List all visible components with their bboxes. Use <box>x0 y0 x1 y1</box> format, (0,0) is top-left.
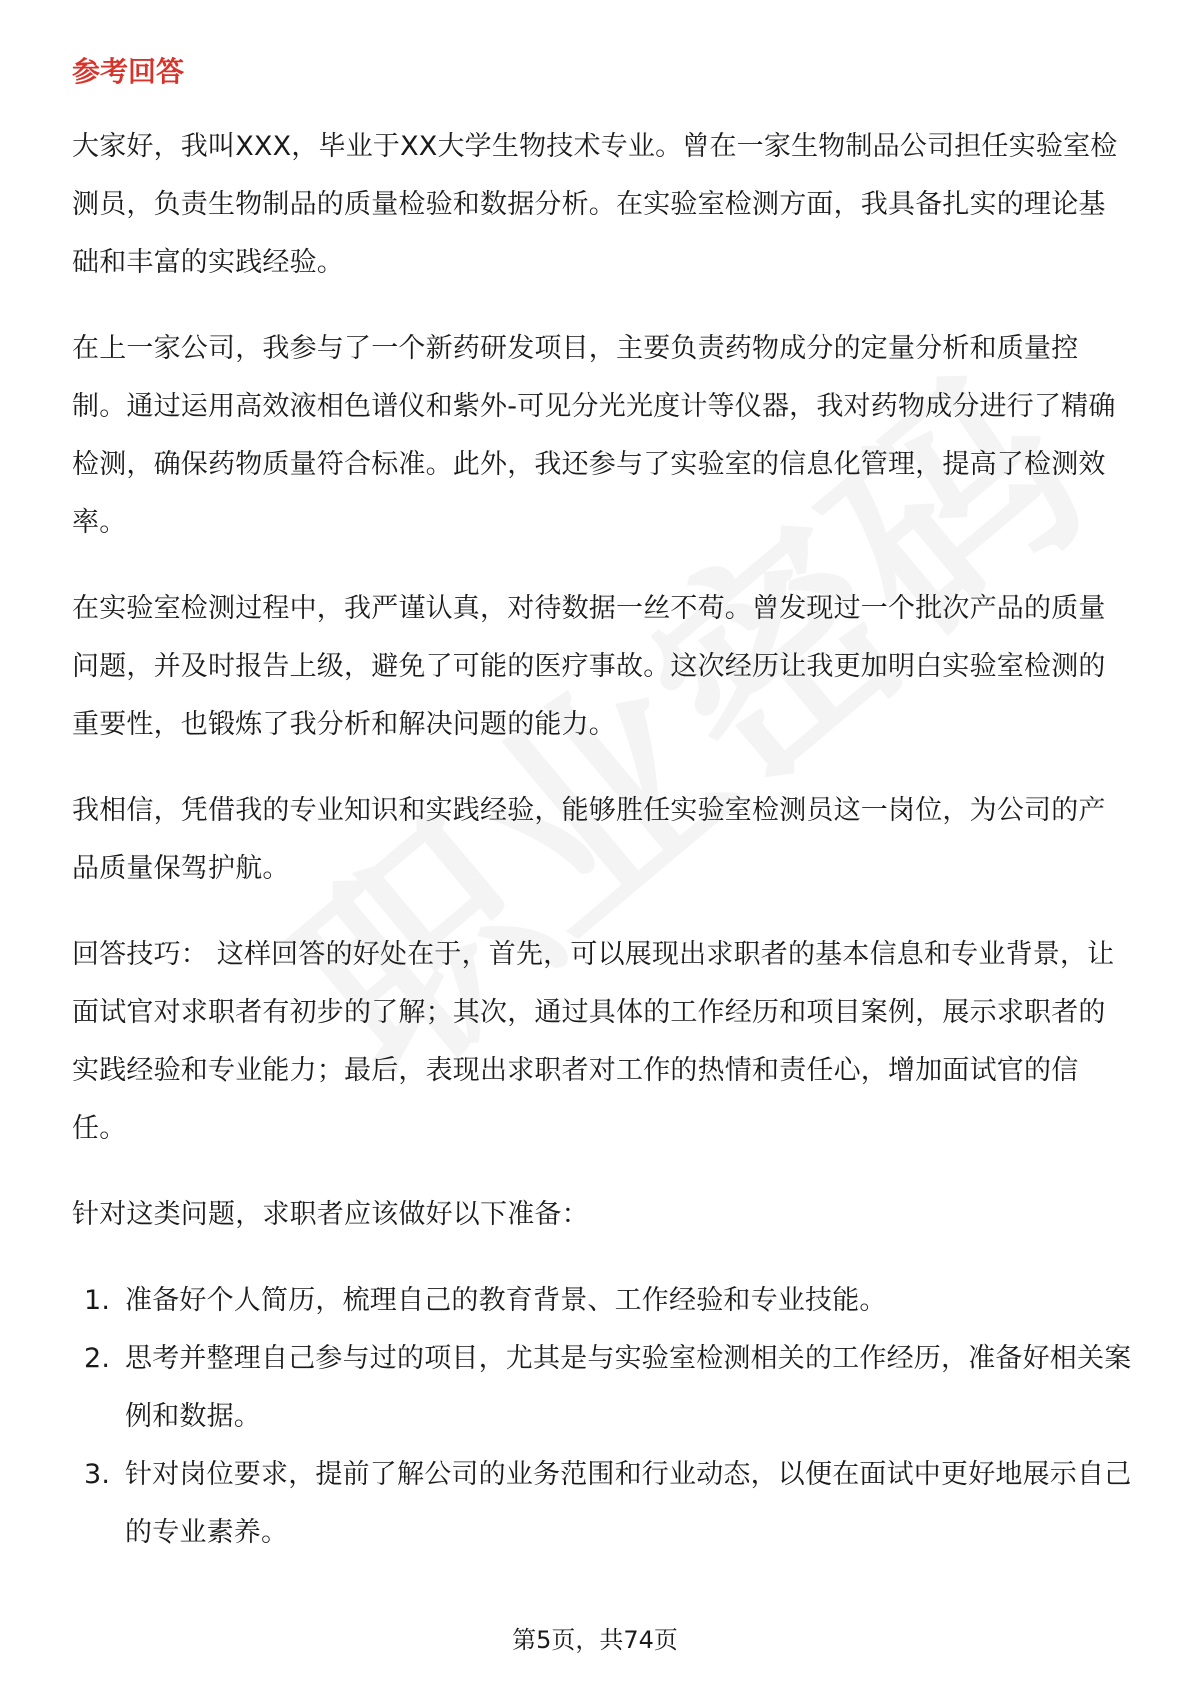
list-number: 3. <box>84 1459 111 1490</box>
list-number: 2. <box>84 1343 111 1374</box>
list-text: 思考并整理自己参与过的项目，尤其是与实验室检测相关的工作经历，准备好相关案例和数据。 <box>125 1343 1132 1432</box>
answer-content <box>72 118 1132 1562</box>
list-text: 针对岗位要求，提前了解公司的业务范围和行业动态，以便在面试中更好地展示自己的专业素养。 <box>125 1459 1132 1548</box>
paragraph-preparation-intro: 针对这类问题，求职者应该做好以下准备： <box>72 1199 589 1230</box>
paragraph-intro: 大家好，我叫XXX，毕业于XX大学生物技术专业。曾在一家生物制品公司担任实验室检测员，负责生物制品的质量检验和数据分析。在实验室检测方面，我具备扎实的理论基础和丰富的实践经验。 <box>72 131 1118 278</box>
list-number: 1. <box>84 1285 111 1316</box>
list-text: 准备好个人简历，梳理自己的教育背景、工作经验和专业技能。 <box>125 1285 887 1316</box>
page-number-footer: 第5页，共74页 <box>512 1626 678 1654</box>
list-item <box>72 1446 1132 1562</box>
list-item <box>72 1272 1132 1330</box>
preparation-list <box>72 1272 1132 1562</box>
paragraph-confidence: 我相信，凭借我的专业知识和实践经验，能够胜任实验室检测员这一岗位，为公司的产品质量保驾护航。 <box>72 795 1106 884</box>
section-heading: 参考回答 <box>72 55 185 88</box>
paragraph-tips: 回答技巧： 这样回答的好处在于，首先，可以展现出求职者的基本信息和专业背景，让面试官对求职者有初步的了解；其次，通过具体的工作经历和项目案例，展示求职者的实践经验和专业能力；最后，表现出求职者对工作的热情和责任心，增加面试官的信任。 <box>72 939 1115 1144</box>
list-item <box>72 1330 1132 1446</box>
paragraph-project: 在上一家公司，我参与了一个新药研发项目，主要负责药物成分的定量分析和质量控制。通过运用高效液相色谱仪和紫外-可见分光光度计等仪器，我对药物成分进行了精确检测，确保药物质量符合标准。此外，我还参与了实验室的信息化管理，提高了检测效率。 <box>72 333 1116 538</box>
paragraph-process: 在实验室检测过程中，我严谨认真，对待数据一丝不苟。曾发现过一个批次产品的质量问题，并及时报告上级，避免了可能的医疗事故。这次经历让我更加明白实验室检测的重要性，也锻炼了我分析和解决问题的能力。 <box>72 593 1106 740</box>
